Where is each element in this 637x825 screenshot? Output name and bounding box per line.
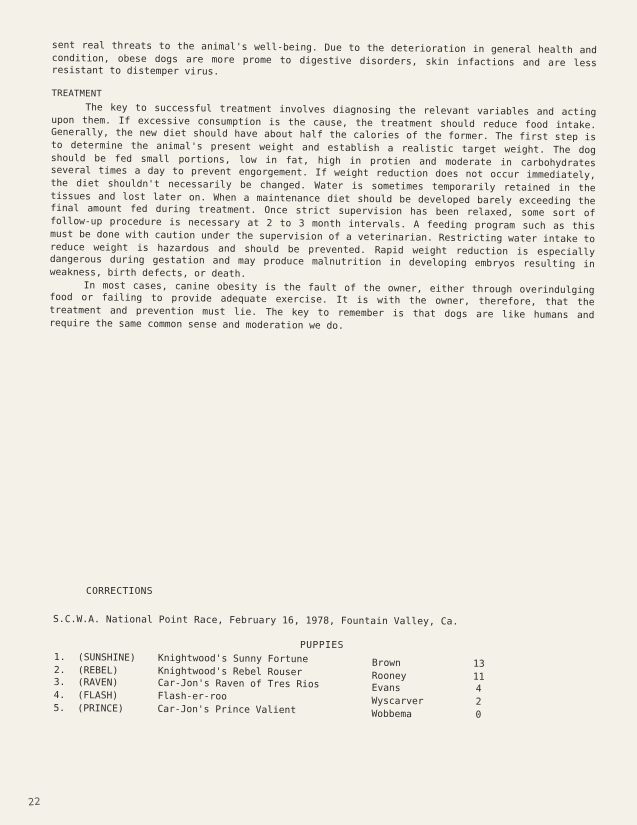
points: 4 [475, 684, 482, 696]
treatment-heading: TREATMENT [51, 89, 103, 100]
points: 0 [475, 709, 482, 721]
call-name: (PRINCE) [77, 702, 124, 715]
place-number: 4. [53, 690, 66, 702]
call-name: (FLASH) [77, 690, 119, 702]
intro-paragraph: sent real threats to the animal's well-being. Due to the deterioration in general health and condition, obese dogs are more prome to digestive disorders, skin infactions and are less resistant to distemper virus. [51, 40, 597, 79]
dog-name: Knightwood's Sunny Fortune [157, 652, 309, 666]
dog-name: Knightwood's Rebel Rouser [157, 665, 303, 678]
results-list [53, 652, 514, 719]
conclusion-paragraph: In most cases, canine obesity is the fault of the owner, either through overindulging food or failing to provide adequate exercise. It is with the owner, therefore, that the treatment and prevention must lie. The key to remember is that dogs are like humans and require the same common sense and moderation we do. [49, 279, 595, 332]
result-row [53, 703, 513, 720]
dog-name: Flash-er-roo [157, 690, 227, 703]
place-number: 2. [53, 664, 66, 676]
place-number: 3. [53, 677, 66, 689]
owner-name: Evans [371, 683, 401, 695]
call-name: (RAVEN) [77, 677, 119, 689]
points: 2 [475, 696, 482, 708]
race-title: S.C.W.A. National Point Race, February 16, 1978, Fountain Valley, Ca. [52, 614, 459, 628]
dog-name: Car-Jon's Raven of Tres Rios [157, 678, 320, 691]
place-number: 1. [53, 652, 66, 664]
points: 11 [472, 671, 485, 683]
place-number: 5. [53, 702, 66, 714]
call-name: (SUNSHINE) [77, 652, 136, 664]
owner-name: Wyscarver [371, 695, 424, 708]
dog-name: Car-Jon's Prince Valient [157, 703, 297, 716]
corrections-heading: CORRECTIONS [86, 586, 153, 597]
treatment-paragraph: The key to successful treatment involves diagnosing the relevant variables and acting upon them. If excessive consumption is the cause, the treatment should reduce food intake. Generally, the new diet should have about half the calories of the former. The first step is to determine the animal's present weight and establish a realistic target weight. The dog should be fed small portions, low in fat, high in protien and moderate in carbohydrates several times a day to prevent engorgement. If weight reduction does not occur immediately, the diet shouldn't necessarily be changed. Water is sometimes temporarily retained in the tissues and lost later on. When a maintenance diet should be developed barely exceeding the final amount fed during treatment. Once strict supervision has been relaxed, some sort of follow-up procedure is necessary at 2 to 3 month intervals. A feeding program such as this must be done with caution under the supervision of a veterinarian. Restricting water intake to reduce weight is hazardous and should be prevented. Rapid weight reduction is especially dangerous during gestation and may produce malnutrition in developing embryos resulting in weakness, birth defects, or death. [49, 102, 597, 280]
owner-name: Wobbema [371, 708, 412, 720]
puppies-heading: PUPPIES [300, 640, 344, 651]
owner-name: Brown [371, 657, 401, 670]
call-name: (REBEL) [77, 664, 119, 677]
article-body [49, 40, 597, 336]
points: 13 [473, 658, 485, 670]
owner-name: Rooney [371, 670, 407, 682]
page-number: 22 [27, 796, 42, 809]
